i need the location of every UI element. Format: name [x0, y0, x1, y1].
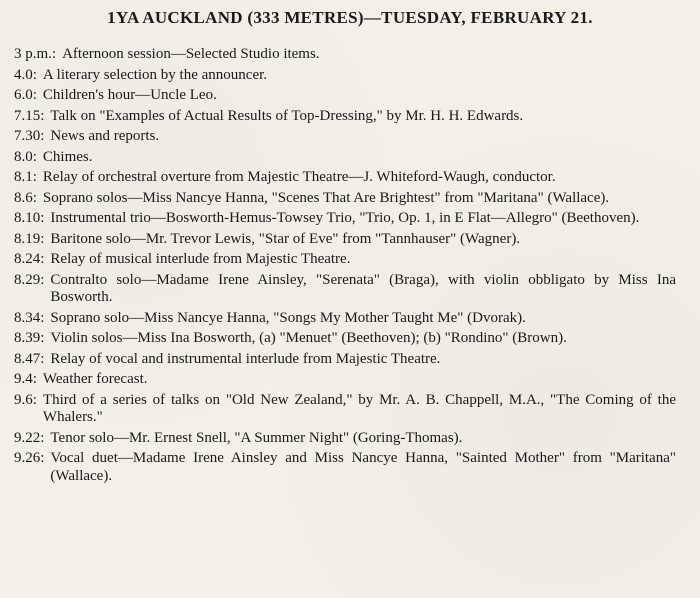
programme-list: [0, 46, 700, 485]
entry-description: A literary selection by the announcer.: [42, 66, 268, 83]
entry-time: 8.0:: [14, 148, 37, 165]
entry-description: Soprano solos—Miss Nancye Hanna, "Scenes That Are Brightest" from "Maritana" (Wallace).: [42, 189, 610, 206]
entry-time: 9.4:: [14, 371, 37, 387]
entry-time: 8.29:: [14, 271, 45, 288]
entry-time: 8.1:: [14, 169, 37, 185]
entry-description: Afternoon session—Selected Studio items.: [62, 46, 320, 62]
entry-description: Third of a series of talks on "Old New Zealand," by Mr. A. B. Chappell, M.A., "The Coming of the Whalers.": [42, 391, 676, 425]
entry-description: Talk on "Examples of Actual Results of Top-Dressing," by Mr. H. H. Edwards.: [50, 107, 524, 124]
entry-time: 8.6:: [14, 189, 37, 206]
programme-entry: [0, 392, 686, 427]
programme-entry: [0, 450, 686, 485]
entry-time: 8.19:: [14, 230, 45, 247]
entry-description: Children's hour—Uncle Leo.: [42, 87, 217, 103]
programme-entry: [0, 330, 686, 348]
entry-time: 3 p.m.:: [14, 46, 57, 62]
programme-entry: [0, 272, 686, 307]
entry-description: Violin solos—Miss Ina Bosworth, (a) "Menuet" (Beethoven); (b) "Rondino" (Brown).: [50, 330, 567, 346]
entry-time: 9.26:: [14, 450, 45, 466]
programme-entry: [0, 149, 686, 167]
entry-description: Baritone solo—Mr. Trevor Lewis, "Star of Eve" from "Tannhauser" (Wagner).: [50, 230, 521, 247]
entry-description: Relay of vocal and instrumental interlude from Majestic Theatre.: [50, 350, 441, 367]
programme-entry: [0, 251, 686, 269]
entry-description: Tenor solo—Mr. Ernest Snell, "A Summer Night" (Goring-Thomas).: [50, 429, 463, 446]
entry-description: Chimes.: [42, 148, 93, 165]
entry-description: Instrumental trio—Bosworth-Hemus-Towsey Trio, "Trio, Op. 1, in E Flat—Allegro" (Beethoven).: [50, 210, 640, 226]
entry-description: Relay of musical interlude from Majestic Theatre.: [50, 251, 351, 267]
entry-description: News and reports.: [50, 128, 160, 144]
programme-entry: [0, 231, 686, 249]
entry-description: Soprano solo—Miss Nancye Hanna, "Songs My Mother Taught Me" (Dvorak).: [50, 309, 526, 326]
programme-entry: [0, 169, 686, 187]
entry-time: 8.10:: [14, 210, 45, 226]
programme-entry: [0, 310, 686, 328]
page-heading: 1YA AUCKLAND (333 METRES)—TUESDAY, FEBRUARY 21.: [107, 8, 593, 27]
programme-entry: [0, 128, 686, 146]
programme-entry: [0, 430, 686, 448]
entry-time: 8.47:: [14, 350, 45, 367]
entry-description: Weather forecast.: [42, 371, 148, 387]
programme-entry: [0, 371, 686, 389]
entry-time: 4.0:: [14, 66, 37, 83]
entry-time: 6.0:: [14, 87, 37, 103]
entry-time: 8.34:: [14, 309, 45, 326]
entry-time: 8.24:: [14, 251, 45, 267]
programme-entry: [0, 46, 686, 64]
entry-description: Contralto solo—Madame Irene Ainsley, "Serenata" (Braga), with violin obbligato by Miss Ina Bosworth.: [50, 271, 676, 305]
entry-time: 9.6:: [14, 391, 37, 408]
entry-time: 7.15:: [14, 107, 45, 124]
programme-entry: [0, 351, 686, 369]
programme-entry: [0, 210, 686, 228]
entry-time: 9.22:: [14, 429, 45, 446]
programme-entry: [0, 67, 686, 85]
entry-time: 8.39:: [14, 330, 45, 346]
entry-description: Vocal duet—Madame Irene Ainsley and Miss Nancye Hanna, "Sainted Mother" from "Maritana" (Wallace).: [50, 450, 676, 484]
programme-entry: [0, 190, 686, 208]
entry-description: Relay of orchestral overture from Majestic Theatre—J. Whiteford-Waugh, conductor.: [42, 169, 556, 185]
programme-entry: [0, 108, 686, 126]
programme-entry: [0, 87, 686, 105]
entry-time: 7.30:: [14, 128, 45, 144]
